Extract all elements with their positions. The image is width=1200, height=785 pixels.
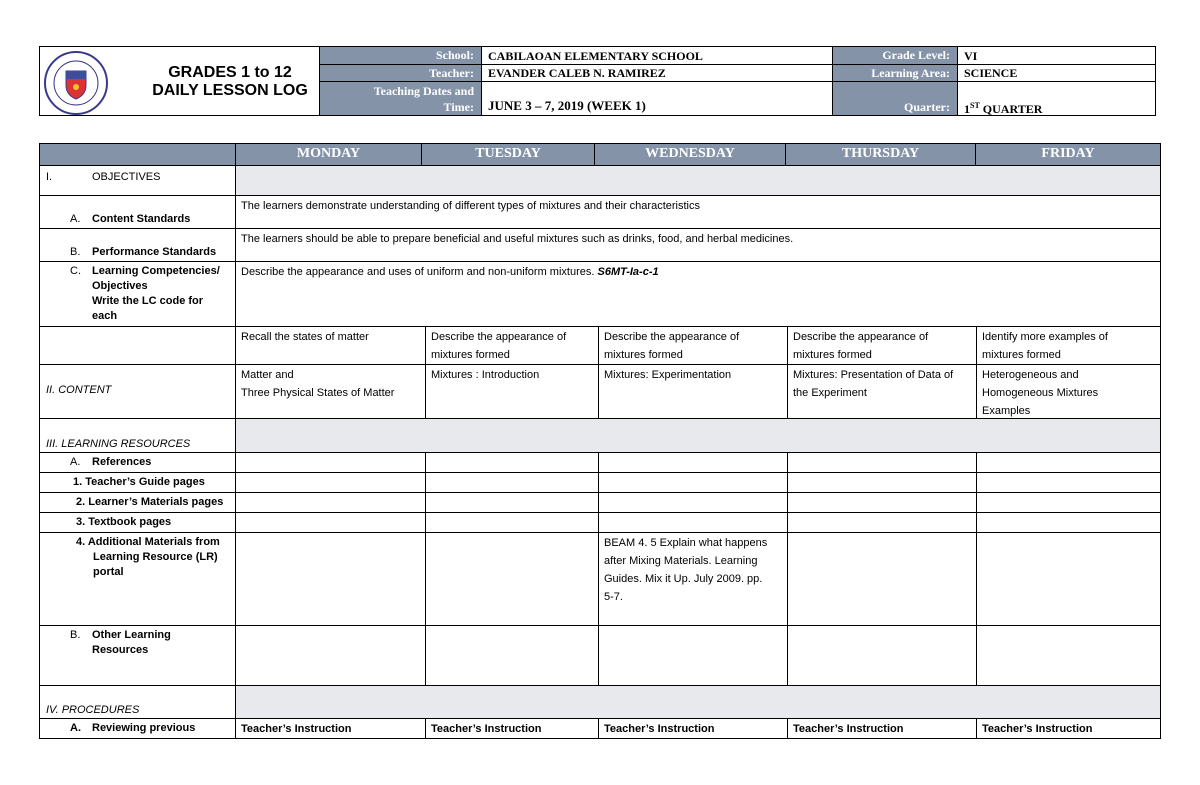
content-line: Matter and [241, 369, 294, 381]
objectives-label-cell [39, 165, 236, 196]
lc-description: Describe the appearance and uses of uniform and non-uniform mixtures. [241, 266, 595, 278]
lc-label-line4: each [92, 310, 118, 322]
daily-objective-line: mixtures formed [431, 349, 510, 361]
teacher-label: Teacher: [320, 65, 481, 81]
performance-standards-text: The learners should be able to prepare beneficial and useful mixtures such as drinks, food, and herbal medicines. [235, 228, 1161, 262]
day-header-monday: MONDAY [235, 143, 422, 166]
daily-objective-line: Describe the appearance of [431, 331, 567, 343]
title-grades: GRADES 1 to 12 [168, 64, 292, 81]
content-label-cell [39, 364, 236, 419]
quarter-value [958, 98, 1042, 117]
procedures-label-cell [39, 685, 236, 719]
daily-objective-tuesday [425, 326, 599, 365]
references-friday [976, 452, 1161, 473]
lc-label-line1: Learning Competencies/ [92, 265, 220, 277]
references-label: References [92, 456, 152, 468]
reviewing-label: Reviewing previous [92, 722, 196, 734]
learners-materials-label: 2. Learner’s Materials pages [76, 496, 224, 508]
learners-materials-label-cell [39, 492, 236, 513]
other-resources-thursday [787, 625, 977, 686]
teachers-guide-thursday [787, 472, 977, 493]
content-line: Mixtures: Experimentation [604, 369, 732, 381]
learning-competencies-text [235, 261, 1161, 327]
reviewing-friday: Teacher’s Instruction [976, 718, 1161, 739]
teaching-dates-label [320, 82, 481, 115]
references-monday [235, 452, 426, 473]
reviewing-thursday: Teacher’s Instruction [787, 718, 977, 739]
content-line: Homogeneous Mixtures [982, 387, 1099, 399]
content-line: Mixtures: Presentation of Data of [793, 369, 954, 381]
other-resources-tuesday [425, 625, 599, 686]
day-header-wednesday: WEDNESDAY [594, 143, 786, 166]
lc-label-line3: Write the LC code for [92, 295, 204, 307]
other-resources-letter: B. [70, 629, 81, 641]
other-resources-friday [976, 625, 1161, 686]
learning-resources-shaded-row [235, 418, 1161, 453]
learners-materials-friday [976, 492, 1161, 513]
performance-standards-label: Performance Standards [92, 246, 217, 258]
add-label-line2: Learning Resource (LR) [93, 551, 218, 563]
deped-seal-icon [40, 49, 112, 117]
content-monday [235, 364, 426, 419]
additional-materials-monday [235, 532, 426, 626]
performance-standards-letter: B. [70, 246, 81, 258]
quarter-word: QUARTER [979, 102, 1043, 116]
school-label: School: [320, 47, 481, 64]
additional-material-line: after Mixing Materials. Learning [604, 555, 758, 567]
day-header-friday: FRIDAY [975, 143, 1161, 166]
textbook-pages-wednesday [598, 512, 788, 533]
day-header-blank [39, 143, 236, 166]
grade-level-label: Grade Level: [833, 47, 957, 64]
learners-materials-monday [235, 492, 426, 513]
learners-materials-thursday [787, 492, 977, 513]
daily-objective-monday [235, 326, 426, 365]
references-tuesday [425, 452, 599, 473]
teacher-value: EVANDER CALEB N. RAMIREZ [488, 66, 666, 80]
other-label-line1: Other Learning [92, 629, 171, 641]
reviewing-label-cell [39, 718, 236, 739]
daily-objective-thursday [787, 326, 977, 365]
teachers-guide-label-cell [39, 472, 236, 493]
learners-materials-wednesday [598, 492, 788, 513]
additional-material-line: Guides. Mix it Up. July 2009. pp. [604, 573, 763, 585]
objectives-num: I. [46, 171, 53, 183]
teaching-dates-label-line2: Time: [443, 100, 474, 114]
daily-objective-line: mixtures formed [793, 349, 872, 361]
teaching-dates-value: JUNE 3 – 7, 2019 (WEEK 1) [488, 98, 646, 113]
additional-material-line: 5-7. [604, 591, 623, 603]
reviewing-wednesday: Teacher’s Instruction [598, 718, 788, 739]
references-thursday [787, 452, 977, 473]
textbook-pages-label: 3. Textbook pages [76, 516, 172, 528]
additional-materials-label-cell [39, 532, 236, 626]
teachers-guide-monday [235, 472, 426, 493]
daily-objective-line: Describe the appearance of [793, 331, 929, 343]
header-block [39, 46, 1156, 116]
procedures-shaded-row [235, 685, 1161, 719]
objectives-label: OBJECTIVES [92, 171, 161, 183]
objectives-shaded-row [235, 165, 1161, 196]
teachers-guide-label: 1. Teacher’s Guide pages [73, 476, 205, 488]
lesson-log-table [39, 143, 1161, 739]
learning-resources-label-cell [39, 418, 236, 453]
learning-competencies-letter: C. [70, 265, 81, 277]
content-standards-label-cell [39, 195, 236, 229]
content-thursday [787, 364, 977, 419]
lc-label-line2: Objectives [92, 280, 148, 292]
quarter-number: 1 [964, 102, 970, 116]
textbook-pages-tuesday [425, 512, 599, 533]
textbook-pages-monday [235, 512, 426, 533]
title-daily-lesson-log: DAILY LESSON LOG [152, 82, 308, 99]
references-letter: A. [70, 456, 81, 468]
daily-objective-line: mixtures formed [604, 349, 683, 361]
teachers-guide-tuesday [425, 472, 599, 493]
procedures-label: IV. PROCEDURES [46, 704, 140, 716]
header-title-cell [40, 47, 320, 115]
day-header-thursday: THURSDAY [785, 143, 976, 166]
additional-materials-tuesday [425, 532, 599, 626]
reviewing-monday: Teacher’s Instruction [235, 718, 426, 739]
textbook-pages-friday [976, 512, 1161, 533]
additional-materials-thursday [787, 532, 977, 626]
content-wednesday [598, 364, 788, 419]
quarter-label: Quarter: [833, 82, 957, 115]
teachers-guide-friday [976, 472, 1161, 493]
quarter-suffix: ST [970, 101, 980, 110]
content-label: II. CONTENT [46, 384, 112, 396]
learning-resources-label: III. LEARNING RESOURCES [46, 438, 191, 450]
additional-material-line: BEAM 4. 5 Explain what happens [604, 537, 768, 549]
learning-competencies-label-cell [39, 261, 236, 327]
content-standards-text: The learners demonstrate understanding of different types of mixtures and their characteristics [235, 195, 1161, 229]
references-label-cell [39, 452, 236, 473]
textbook-pages-thursday [787, 512, 977, 533]
teaching-dates-label-line1: Teaching Dates and [373, 84, 474, 98]
daily-objective-line: Describe the appearance of [604, 331, 740, 343]
other-resources-wednesday [598, 625, 788, 686]
learning-area-value: SCIENCE [964, 66, 1018, 80]
grade-level-value: VI [964, 49, 978, 63]
school-value: CABILAOAN ELEMENTARY SCHOOL [488, 49, 703, 63]
daily-objective-line: Identify more examples of [982, 331, 1108, 343]
learners-materials-tuesday [425, 492, 599, 513]
performance-standards-label-cell [39, 228, 236, 262]
other-resources-label-cell [39, 625, 236, 686]
content-friday [976, 364, 1161, 419]
content-line: Mixtures : Introduction [431, 369, 540, 381]
additional-materials-friday [976, 532, 1161, 626]
daily-objective-wednesday [598, 326, 788, 365]
content-line: Heterogeneous and [982, 369, 1079, 381]
content-line: Examples [982, 405, 1031, 417]
content-line: Three Physical States of Matter [241, 387, 395, 399]
other-resources-monday [235, 625, 426, 686]
additional-materials-label [76, 535, 220, 580]
daily-objective-line: mixtures formed [982, 349, 1061, 361]
content-line: the Experiment [793, 387, 867, 399]
reviewing-tuesday: Teacher’s Instruction [425, 718, 599, 739]
content-standards-letter: A. [70, 213, 81, 225]
references-wednesday [598, 452, 788, 473]
add-label-line1: 4. Additional Materials from [76, 536, 220, 548]
textbook-pages-label-cell [39, 512, 236, 533]
learning-competencies-label [92, 264, 220, 324]
other-resources-label [92, 628, 171, 658]
daily-objectives-label-cell [39, 326, 236, 365]
add-label-line3: portal [93, 566, 124, 578]
daily-objective-line: Recall the states of matter [241, 331, 369, 343]
lc-code: S6MT-Ia-c-1 [597, 266, 659, 278]
day-header-tuesday: TUESDAY [421, 143, 595, 166]
content-tuesday [425, 364, 599, 419]
additional-materials-wednesday [598, 532, 788, 626]
other-label-line2: Resources [92, 644, 149, 656]
teachers-guide-wednesday [598, 472, 788, 493]
learning-area-label: Learning Area: [833, 65, 957, 81]
reviewing-letter: A. [70, 722, 81, 734]
content-standards-label: Content Standards [92, 213, 191, 225]
daily-objective-friday [976, 326, 1161, 365]
